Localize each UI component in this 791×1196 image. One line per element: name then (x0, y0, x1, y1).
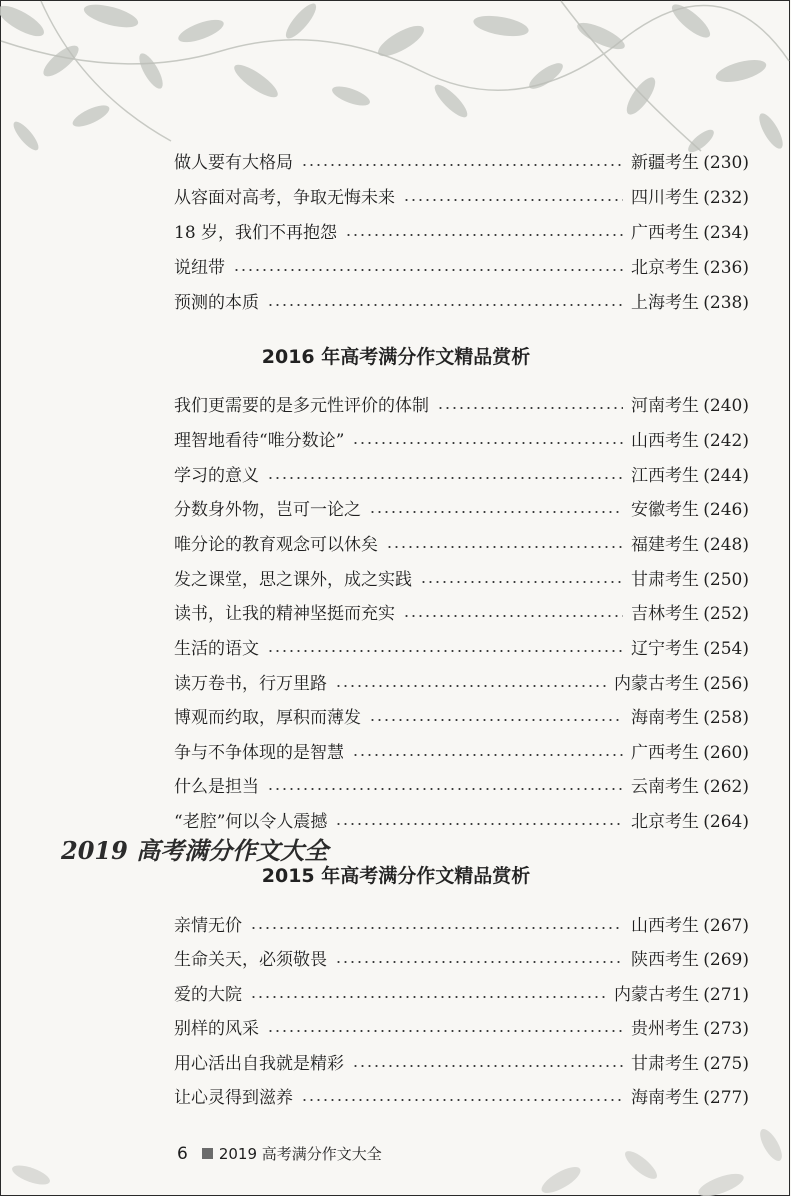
leader-dots (386, 546, 623, 548)
entry-author: 内蒙古考生 (614, 674, 699, 694)
entry-page-number: (277) (703, 1088, 749, 1108)
leader-dots (301, 164, 623, 166)
entry-page-number: (275) (703, 1054, 749, 1074)
entry-author: 吉林考生 (631, 604, 699, 624)
entry-page-number: (236) (703, 258, 749, 278)
page-number: 6 (177, 1143, 188, 1164)
entry-page-number: (252) (703, 604, 749, 624)
entry-author: 北京考生 (631, 812, 699, 832)
entry-page-number: (258) (703, 708, 749, 728)
entry-author: 陕西考生 (631, 950, 699, 970)
entry-page-number: (260) (703, 743, 749, 763)
entry-author: 河南考生 (631, 396, 699, 416)
page-footer (177, 1143, 382, 1164)
entry-author: 四川考生 (631, 188, 699, 208)
leader-dots (437, 407, 623, 409)
entry-page-number: (267) (703, 916, 749, 936)
toc-entry[interactable] (174, 255, 749, 281)
leader-dots (250, 996, 606, 998)
entry-title: 生命关天，必须敬畏 (174, 950, 327, 970)
toc-entry[interactable] (174, 740, 749, 766)
leader-dots (345, 234, 623, 236)
leader-dots (420, 581, 623, 583)
entry-title: 从容面对高考，争取无悔未来 (174, 188, 395, 208)
toc-entry[interactable] (174, 393, 749, 419)
toc-entry[interactable] (174, 463, 749, 489)
entry-author: 辽宁考生 (631, 639, 699, 659)
entry-title: 唯分论的教育观念可以休矣 (174, 535, 378, 555)
entry-title: 18 岁，我们不再抱怨 (174, 223, 338, 243)
leader-dots (267, 788, 623, 790)
entry-title: 生活的语文 (174, 639, 259, 659)
section-heading: 2015 年高考满分作文精品赏析 (261, 865, 531, 887)
entry-author: 江西考生 (631, 466, 699, 486)
toc-entry[interactable] (174, 220, 749, 246)
toc-entry[interactable] (174, 601, 749, 627)
entry-page-number: (250) (703, 570, 749, 590)
entry-page-number: (244) (703, 466, 749, 486)
entry-author: 甘肃考生 (631, 1054, 699, 1074)
entry-title: 博观而约取，厚积而薄发 (174, 708, 361, 728)
entry-page-number: (240) (703, 396, 749, 416)
section-heading: 2016 年高考满分作文精品赏析 (261, 346, 531, 368)
leader-dots (403, 615, 623, 617)
toc-entry[interactable] (174, 913, 749, 939)
entry-author: 海南考生 (631, 708, 699, 728)
entry-page-number: (232) (703, 188, 749, 208)
entry-author: 海南考生 (631, 1088, 699, 1108)
entry-page-number: (256) (703, 674, 749, 694)
entry-title: “老腔”何以令人震撼 (174, 812, 328, 832)
entry-page-number: (242) (703, 431, 749, 451)
entry-page-number: (264) (703, 812, 749, 832)
leader-dots (352, 1065, 623, 1067)
toc-entry[interactable] (174, 982, 749, 1008)
leader-dots (267, 304, 623, 306)
toc-entry[interactable] (174, 636, 749, 662)
toc-entry[interactable] (174, 532, 749, 558)
leader-dots (352, 754, 623, 756)
leader-dots (250, 927, 623, 929)
leaf-pattern-top (1, 1, 789, 161)
square-bullet-icon (202, 1148, 213, 1159)
toc-entry[interactable] (174, 1051, 749, 1077)
entry-title: 读书，让我的精神坚挺而充实 (174, 604, 395, 624)
toc-entry[interactable] (174, 1085, 749, 1111)
toc-entry[interactable] (174, 705, 749, 731)
entry-author: 广西考生 (631, 743, 699, 763)
entry-author: 甘肃考生 (631, 570, 699, 590)
entry-author: 山西考生 (631, 431, 699, 451)
toc-entry[interactable] (174, 947, 749, 973)
entry-author: 贵州考生 (631, 1019, 699, 1039)
entry-page-number: (246) (703, 500, 749, 520)
entry-title: 争与不争体现的是智慧 (174, 743, 344, 763)
leader-dots (335, 961, 623, 963)
entry-page-number: (254) (703, 639, 749, 659)
leader-dots (267, 477, 623, 479)
toc-entry[interactable] (174, 290, 749, 316)
toc-entry[interactable] (174, 150, 749, 176)
entry-author: 上海考生 (631, 293, 699, 313)
entry-title: 学习的意义 (174, 466, 259, 486)
entry-page-number: (230) (703, 153, 749, 173)
toc-entry[interactable] (174, 1016, 749, 1042)
leader-dots (301, 1099, 623, 1101)
entry-title: 读万卷书，行万里路 (174, 674, 327, 694)
leader-dots (233, 269, 623, 271)
entry-page-number: (238) (703, 293, 749, 313)
entry-author: 新疆考生 (631, 153, 699, 173)
leader-dots (335, 823, 623, 825)
entry-title: 用心活出自我就是精彩 (174, 1054, 344, 1074)
entry-author: 北京考生 (631, 258, 699, 278)
entry-page-number: (262) (703, 777, 749, 797)
leader-dots (267, 650, 623, 652)
footer-book-title: 2019 高考满分作文大全 (218, 1145, 382, 1163)
entry-title: 预测的本质 (174, 293, 259, 313)
entry-title: 别样的风采 (174, 1019, 259, 1039)
entry-page-number: (248) (703, 535, 749, 555)
entry-author: 安徽考生 (631, 500, 699, 520)
entry-page-number: (271) (703, 985, 749, 1005)
entry-page-number: (273) (703, 1019, 749, 1039)
entry-title: 分数身外物，岂可一论之 (174, 500, 361, 520)
toc-entry[interactable] (174, 809, 749, 835)
entry-page-number: (234) (703, 223, 749, 243)
leader-dots (352, 442, 623, 444)
leader-dots (369, 719, 623, 721)
leader-dots (267, 1030, 623, 1032)
svg-text:2019 高考满分作文大全: 2019 高考满分作文大全 (61, 836, 329, 865)
entry-author: 内蒙古考生 (614, 985, 699, 1005)
toc-entry[interactable] (174, 497, 749, 523)
entry-title: 理智地看待“唯分数论” (174, 431, 345, 451)
leader-dots (369, 511, 623, 513)
entry-title: 做人要有大格局 (174, 153, 293, 173)
entry-title: 我们更需要的是多元性评价的体制 (174, 396, 429, 416)
entry-title: 发之课堂，思之课外，成之实践 (174, 570, 412, 590)
entry-title: 爱的大院 (174, 985, 242, 1005)
entry-author: 云南考生 (631, 777, 699, 797)
entry-title: 让心灵得到滋养 (174, 1088, 293, 1108)
leader-dots (403, 199, 623, 201)
toc-entry[interactable] (174, 671, 749, 697)
entry-title: 什么是担当 (174, 777, 259, 797)
entry-page-number: (269) (703, 950, 749, 970)
entry-author: 山西考生 (631, 916, 699, 936)
entry-title: 说纽带 (174, 258, 225, 278)
entry-title: 亲情无价 (174, 916, 242, 936)
entry-author: 广西考生 (631, 223, 699, 243)
toc-entry[interactable] (174, 774, 749, 800)
toc-entry[interactable] (174, 567, 749, 593)
toc-entry[interactable] (174, 428, 749, 454)
toc-entry[interactable] (174, 185, 749, 211)
entry-author: 福建考生 (631, 535, 699, 555)
leader-dots (335, 685, 606, 687)
